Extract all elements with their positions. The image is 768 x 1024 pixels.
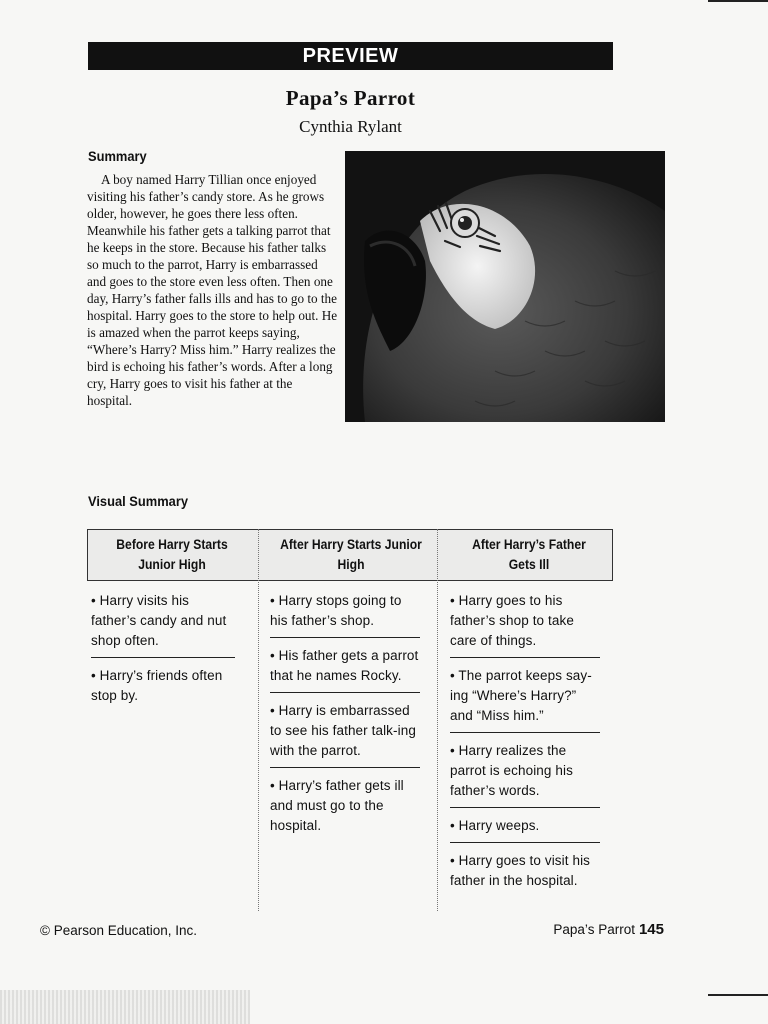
page-footer — [553, 921, 664, 938]
scan-noise — [0, 990, 250, 1024]
story-title: Papa’s Parrot — [285, 86, 416, 110]
visual-summary-heading: Visual Summary — [88, 493, 188, 509]
list-item: • Harry stops going to his father’s shop. — [270, 591, 420, 638]
page-number: 145 — [638, 921, 664, 938]
list-item: • Harry’s father gets ill and must go to the hospital. — [270, 778, 404, 833]
preview-banner: PREVIEW — [88, 42, 613, 70]
column-after-father-ill — [450, 591, 600, 905]
scan-edge-line — [708, 0, 768, 2]
scan-edge-line — [708, 994, 768, 996]
copyright-notice: © Pearson Education, Inc. — [40, 923, 198, 938]
column-before-junior-high — [91, 591, 235, 720]
column-divider — [258, 529, 259, 911]
list-item: • Harry visits his father’s candy and nut shop often. — [91, 591, 235, 658]
story-author: Cynthia Rylant — [299, 117, 402, 136]
parrot-photo — [345, 151, 665, 422]
column-after-junior-high — [270, 591, 420, 850]
list-item: • Harry goes to visit his father in the hospital. — [450, 853, 591, 888]
visual-summary-table — [87, 529, 613, 911]
parrot-illustration — [345, 151, 665, 422]
list-item: • Harry goes to his father’s shop to take care of things. — [450, 591, 600, 658]
list-item: • The parrot keeps say-ing “Where’s Harry?” and “Miss him.” — [450, 666, 600, 733]
running-title: Papa’s Parrot — [553, 922, 635, 937]
list-item: • His father gets a parrot that he names Rocky. — [270, 646, 420, 693]
column-header-after-father-ill: After Harry’s Father Gets Ill — [472, 537, 586, 572]
list-item: • Harry weeps. — [450, 816, 600, 843]
column-divider — [437, 529, 438, 911]
summary-heading: Summary — [88, 148, 147, 164]
list-item: • Harry’s friends often stop by. — [91, 668, 223, 703]
list-item: • Harry is embarrassed to see his father talk-ing with the parrot. — [270, 701, 420, 768]
column-header-before-junior-high: Before Harry Starts Junior High — [116, 537, 228, 572]
list-item: • Harry realizes the parrot is echoing his father’s words. — [450, 741, 600, 808]
summary-paragraph: A boy named Harry Tillian once enjoyed visiting his father’s candy store. As he grows older, however, he goes there less often. Meanwhile his father gets a talking parrot that he keeps in the store. Because his father talks so much to the parrot, Harry is embarrassed and goes to the store even less often. Then one day, Harry’s father falls ills and has to go to the hospital. Harry goes to the store to help out. He is amazed when the parrot keeps saying, “Where’s Harry? Miss him.” Harry realizes the bird is echoing his father’s words. After a long cry, Harry goes to visit his father at the hospital. — [87, 172, 338, 408]
column-header-after-junior-high: After Harry Starts Junior High — [280, 537, 422, 572]
